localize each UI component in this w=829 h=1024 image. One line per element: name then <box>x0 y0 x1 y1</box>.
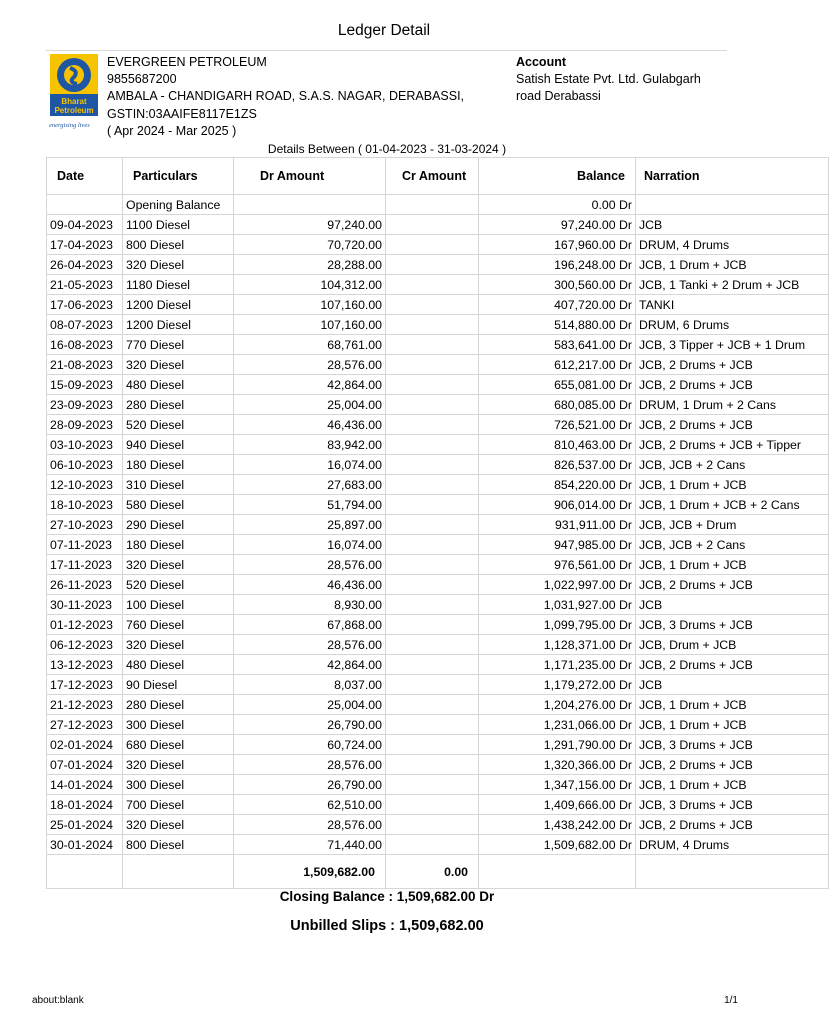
table-row <box>47 335 829 355</box>
cell-dr: 26,790.00 <box>234 775 386 795</box>
table-row <box>47 435 829 455</box>
table-row <box>47 395 829 415</box>
cell-cr <box>386 215 479 235</box>
cell-balance: 1,509,682.00 Dr <box>479 835 636 855</box>
table-row <box>47 415 829 435</box>
cell-balance: 947,985.00 Dr <box>479 535 636 555</box>
cell-narration: JCB, 1 Tanki + 2 Drum + JCB <box>636 275 829 295</box>
cell-cr <box>386 255 479 275</box>
cell-narration: JCB, 3 Drums + JCB <box>636 615 829 635</box>
cell-cr <box>386 495 479 515</box>
cell-balance: 97,240.00 Dr <box>479 215 636 235</box>
cell-particulars: 700 Diesel <box>123 795 234 815</box>
cell-dr: 68,761.00 <box>234 335 386 355</box>
header-date: Date <box>47 158 123 195</box>
total-blank <box>47 855 123 889</box>
cell-narration: JCB, 2 Drums + JCB <box>636 375 829 395</box>
table-row <box>47 475 829 495</box>
table-row <box>47 455 829 475</box>
closing-balance: Closing Balance : 1,509,682.00 Dr <box>279 889 495 904</box>
cell-dr: 104,312.00 <box>234 275 386 295</box>
cell-narration: JCB, 1 Drum + JCB <box>636 255 829 275</box>
cell-cr <box>386 575 479 595</box>
account-block <box>516 54 726 106</box>
cell-balance: 612,217.00 Dr <box>479 355 636 375</box>
cell-particulars: 1200 Diesel <box>123 295 234 315</box>
cell-particulars: 1200 Diesel <box>123 315 234 335</box>
cell-balance: 810,463.00 Dr <box>479 435 636 455</box>
unbilled-slips: Unbilled Slips : 1,509,682.00 <box>290 918 484 934</box>
table-row <box>47 375 829 395</box>
cell-balance: 1,204,276.00 Dr <box>479 695 636 715</box>
cell-dr: 46,436.00 <box>234 415 386 435</box>
cell-particulars: 800 Diesel <box>123 835 234 855</box>
cell-particulars: 320 Diesel <box>123 815 234 835</box>
table-row <box>47 815 829 835</box>
cell-date: 06-10-2023 <box>47 455 123 475</box>
company-block <box>107 54 464 140</box>
total-blank <box>479 855 636 889</box>
company-phone: 9855687200 <box>107 72 177 87</box>
cell-particulars: 1100 Diesel <box>123 215 234 235</box>
table-row <box>47 835 829 855</box>
cell-date: 17-04-2023 <box>47 235 123 255</box>
cell-narration: TANKI <box>636 295 829 315</box>
cell-dr: 25,897.00 <box>234 515 386 535</box>
cell-balance: 854,220.00 Dr <box>479 475 636 495</box>
cell-dr: 97,240.00 <box>234 215 386 235</box>
cell-date: 27-12-2023 <box>47 715 123 735</box>
cell-balance: 826,537.00 Dr <box>479 455 636 475</box>
cell-balance: 1,231,066.00 Dr <box>479 715 636 735</box>
cell-particulars: Opening Balance <box>123 195 234 215</box>
cell-cr <box>386 635 479 655</box>
total-blank <box>636 855 829 889</box>
cell-dr: 16,074.00 <box>234 535 386 555</box>
cell-narration: JCB, 1 Drum + JCB <box>636 475 829 495</box>
cell-balance: 726,521.00 Dr <box>479 415 636 435</box>
cell-date: 30-11-2023 <box>47 595 123 615</box>
cell-narration: JCB, 2 Drums + JCB <box>636 755 829 775</box>
header-narration: Narration <box>636 158 829 195</box>
cell-narration: JCB, 2 Drums + JCB <box>636 815 829 835</box>
cell-cr <box>386 335 479 355</box>
cell-narration: JCB, JCB + 2 Cans <box>636 455 829 475</box>
table-row <box>47 495 829 515</box>
cell-date: 07-01-2024 <box>47 755 123 775</box>
cell-cr <box>386 475 479 495</box>
cell-cr <box>386 775 479 795</box>
cell-balance: 167,960.00 Dr <box>479 235 636 255</box>
table-row <box>47 255 829 275</box>
total-cr-amount: 0.00 <box>386 855 479 889</box>
cell-narration: JCB, 2 Drums + JCB + Tipper <box>636 435 829 455</box>
cell-cr <box>386 435 479 455</box>
cell-cr <box>386 455 479 475</box>
cell-narration: JCB, JCB + 2 Cans <box>636 535 829 555</box>
cell-balance: 1,031,927.00 Dr <box>479 595 636 615</box>
cell-dr: 28,576.00 <box>234 355 386 375</box>
cell-cr <box>386 535 479 555</box>
cell-particulars: 300 Diesel <box>123 775 234 795</box>
company-address: AMBALA - CHANDIGARH ROAD, S.A.S. NAGAR, DERABASSI, <box>107 89 465 104</box>
cell-dr: 60,724.00 <box>234 735 386 755</box>
cell-date: 17-12-2023 <box>47 675 123 695</box>
cell-cr <box>386 795 479 815</box>
table-header-row <box>47 158 829 195</box>
cell-narration: JCB, 1 Drum + JCB <box>636 695 829 715</box>
cell-date: 14-01-2024 <box>47 775 123 795</box>
cell-narration: JCB, 1 Drum + JCB <box>636 715 829 735</box>
cell-cr <box>386 675 479 695</box>
cell-cr <box>386 375 479 395</box>
cell-balance: 906,014.00 Dr <box>479 495 636 515</box>
cell-balance: 655,081.00 Dr <box>479 375 636 395</box>
cell-dr: 67,868.00 <box>234 615 386 635</box>
cell-cr <box>386 395 479 415</box>
cell-date: 21-05-2023 <box>47 275 123 295</box>
cell-particulars: 320 Diesel <box>123 355 234 375</box>
cell-date: 13-12-2023 <box>47 655 123 675</box>
cell-balance: 196,248.00 Dr <box>479 255 636 275</box>
cell-narration: JCB, 2 Drums + JCB <box>636 655 829 675</box>
cell-date: 26-04-2023 <box>47 255 123 275</box>
cell-particulars: 300 Diesel <box>123 715 234 735</box>
cell-cr <box>386 355 479 375</box>
table-row <box>47 355 829 375</box>
cell-particulars: 320 Diesel <box>123 635 234 655</box>
cell-cr <box>386 815 479 835</box>
cell-particulars: 800 Diesel <box>123 235 234 255</box>
cell-particulars: 290 Diesel <box>123 515 234 535</box>
cell-narration: JCB, 2 Drums + JCB <box>636 355 829 375</box>
cell-date <box>47 195 123 215</box>
cell-dr: 8,037.00 <box>234 675 386 695</box>
cell-dr: 8,930.00 <box>234 595 386 615</box>
cell-cr <box>386 515 479 535</box>
logo-line1: Bharat <box>61 97 87 106</box>
cell-cr <box>386 735 479 755</box>
cell-dr <box>234 195 386 215</box>
cell-narration: JCB, 1 Drum + JCB <box>636 555 829 575</box>
cell-date: 08-07-2023 <box>47 315 123 335</box>
cell-particulars: 100 Diesel <box>123 595 234 615</box>
cell-narration: DRUM, 1 Drum + 2 Cans <box>636 395 829 415</box>
cell-date: 12-10-2023 <box>47 475 123 495</box>
cell-dr: 70,720.00 <box>234 235 386 255</box>
cell-cr <box>386 275 479 295</box>
cell-cr <box>386 295 479 315</box>
cell-date: 02-01-2024 <box>47 735 123 755</box>
cell-date: 23-09-2023 <box>47 395 123 415</box>
header-balance: Balance <box>479 158 636 195</box>
cell-date: 06-12-2023 <box>47 635 123 655</box>
cell-cr <box>386 595 479 615</box>
cell-cr <box>386 755 479 775</box>
cell-dr: 71,440.00 <box>234 835 386 855</box>
account-label: Account <box>516 55 566 69</box>
cell-date: 21-08-2023 <box>47 355 123 375</box>
cell-dr: 28,576.00 <box>234 635 386 655</box>
cell-cr <box>386 235 479 255</box>
cell-narration: JCB, Drum + JCB <box>636 635 829 655</box>
table-row <box>47 615 829 635</box>
cell-particulars: 580 Diesel <box>123 495 234 515</box>
cell-cr <box>386 655 479 675</box>
cell-balance: 1,022,997.00 Dr <box>479 575 636 595</box>
cell-dr: 16,074.00 <box>234 455 386 475</box>
cell-particulars: 180 Diesel <box>123 535 234 555</box>
table-row <box>47 575 829 595</box>
cell-narration: JCB <box>636 675 829 695</box>
cell-date: 17-11-2023 <box>47 555 123 575</box>
table-row <box>47 755 829 775</box>
header-particulars: Particulars <box>123 158 234 195</box>
company-gstin: GSTIN:03AAIFE8117E1ZS <box>107 106 257 121</box>
cell-date: 18-10-2023 <box>47 495 123 515</box>
cell-balance: 583,641.00 Dr <box>479 335 636 355</box>
cell-cr <box>386 695 479 715</box>
cell-dr: 42,864.00 <box>234 375 386 395</box>
cell-cr <box>386 715 479 735</box>
table-row <box>47 715 829 735</box>
cell-date: 17-06-2023 <box>47 295 123 315</box>
cell-dr: 46,436.00 <box>234 575 386 595</box>
cell-date: 25-01-2024 <box>47 815 123 835</box>
cell-dr: 42,864.00 <box>234 655 386 675</box>
cell-narration <box>636 195 829 215</box>
cell-dr: 28,576.00 <box>234 815 386 835</box>
cell-date: 09-04-2023 <box>47 215 123 235</box>
cell-narration: JCB, JCB + Drum <box>636 515 829 535</box>
cell-balance: 1,409,666.00 Dr <box>479 795 636 815</box>
table-row <box>47 515 829 535</box>
cell-dr: 25,004.00 <box>234 395 386 415</box>
cell-balance: 931,911.00 Dr <box>479 515 636 535</box>
company-period: ( Apr 2024 - Mar 2025 ) <box>107 123 237 138</box>
cell-cr <box>386 415 479 435</box>
cell-dr: 28,576.00 <box>234 555 386 575</box>
cell-date: 26-11-2023 <box>47 575 123 595</box>
cell-dr: 27,683.00 <box>234 475 386 495</box>
table-row <box>47 535 829 555</box>
cell-narration: JCB, 3 Drums + JCB <box>636 795 829 815</box>
cell-narration: JCB, 3 Drums + JCB <box>636 735 829 755</box>
cell-dr: 83,942.00 <box>234 435 386 455</box>
company-name: EVERGREEN PETROLEUM <box>107 55 267 69</box>
cell-date: 21-12-2023 <box>47 695 123 715</box>
cell-dr: 28,576.00 <box>234 755 386 775</box>
cell-particulars: 280 Diesel <box>123 395 234 415</box>
cell-balance: 1,171,235.00 Dr <box>479 655 636 675</box>
cell-particulars: 320 Diesel <box>123 555 234 575</box>
footer-page-number: 1/1 <box>724 995 738 1006</box>
footer-url: about:blank <box>32 995 84 1006</box>
table-row <box>47 215 829 235</box>
cell-balance: 680,085.00 Dr <box>479 395 636 415</box>
table-row <box>47 735 829 755</box>
cell-dr: 51,794.00 <box>234 495 386 515</box>
opening-balance-row <box>47 195 829 215</box>
cell-dr: 107,160.00 <box>234 315 386 335</box>
cell-narration: JCB, 1 Drum + JCB <box>636 775 829 795</box>
cell-narration: JCB <box>636 215 829 235</box>
cell-particulars: 310 Diesel <box>123 475 234 495</box>
cell-cr <box>386 615 479 635</box>
cell-narration: JCB, 1 Drum + JCB + 2 Cans <box>636 495 829 515</box>
table-row <box>47 775 829 795</box>
table-row <box>47 635 829 655</box>
cell-particulars: 940 Diesel <box>123 435 234 455</box>
cell-particulars: 180 Diesel <box>123 455 234 475</box>
table-row <box>47 655 829 675</box>
cell-cr <box>386 835 479 855</box>
cell-particulars: 320 Diesel <box>123 255 234 275</box>
cell-balance: 976,561.00 Dr <box>479 555 636 575</box>
table-row <box>47 595 829 615</box>
cell-particulars: 770 Diesel <box>123 335 234 355</box>
table-row <box>47 235 829 255</box>
table-row <box>47 675 829 695</box>
cell-narration: JCB, 3 Tipper + JCB + 1 Drum <box>636 335 829 355</box>
total-blank <box>123 855 234 889</box>
cell-dr: 62,510.00 <box>234 795 386 815</box>
cell-date: 07-11-2023 <box>47 535 123 555</box>
cell-cr <box>386 555 479 575</box>
cell-date: 15-09-2023 <box>47 375 123 395</box>
cell-dr: 25,004.00 <box>234 695 386 715</box>
cell-particulars: 90 Diesel <box>123 675 234 695</box>
cell-balance: 1,291,790.00 Dr <box>479 735 636 755</box>
table-row <box>47 795 829 815</box>
cell-dr: 26,790.00 <box>234 715 386 735</box>
account-name: Satish Estate Pvt. Ltd. Gulabgarh road Derabassi <box>516 72 701 104</box>
cell-balance: 407,720.00 Dr <box>479 295 636 315</box>
cell-particulars: 760 Diesel <box>123 615 234 635</box>
cell-date: 28-09-2023 <box>47 415 123 435</box>
cell-balance: 1,128,371.00 Dr <box>479 635 636 655</box>
cell-narration: DRUM, 6 Drums <box>636 315 829 335</box>
cell-balance: 1,438,242.00 Dr <box>479 815 636 835</box>
table-row <box>47 315 829 335</box>
cell-date: 27-10-2023 <box>47 515 123 535</box>
cell-date: 30-01-2024 <box>47 835 123 855</box>
cell-date: 01-12-2023 <box>47 615 123 635</box>
ledger-table <box>46 157 829 889</box>
cell-date: 16-08-2023 <box>47 335 123 355</box>
totals-row <box>47 855 829 889</box>
table-row <box>47 295 829 315</box>
cell-particulars: 280 Diesel <box>123 695 234 715</box>
cell-particulars: 1180 Diesel <box>123 275 234 295</box>
table-row <box>47 275 829 295</box>
cell-balance: 1,179,272.00 Dr <box>479 675 636 695</box>
cell-particulars: 320 Diesel <box>123 755 234 775</box>
table-row <box>47 555 829 575</box>
cell-date: 18-01-2024 <box>47 795 123 815</box>
cell-particulars: 480 Diesel <box>123 375 234 395</box>
logo-line2: Petroleum <box>54 106 94 115</box>
cell-balance: 1,320,366.00 Dr <box>479 755 636 775</box>
cell-cr <box>386 315 479 335</box>
cell-particulars: 480 Diesel <box>123 655 234 675</box>
cell-narration: JCB <box>636 595 829 615</box>
details-between: Details Between ( 01-04-2023 - 31-03-2024 ) <box>267 142 507 156</box>
cell-particulars: 520 Diesel <box>123 575 234 595</box>
header-dr-amount: Dr Amount <box>234 158 386 195</box>
cell-balance: 0.00 Dr <box>479 195 636 215</box>
cell-particulars: 680 Diesel <box>123 735 234 755</box>
header-cr-amount: Cr Amount <box>386 158 479 195</box>
table-row <box>47 695 829 715</box>
logo-tagline: energising lives <box>49 122 90 129</box>
cell-narration: JCB, 2 Drums + JCB <box>636 415 829 435</box>
cell-date: 03-10-2023 <box>47 435 123 455</box>
cell-balance: 1,099,795.00 Dr <box>479 615 636 635</box>
total-dr-amount: 1,509,682.00 <box>234 855 386 889</box>
bharat-petroleum-logo <box>48 54 102 130</box>
cell-balance: 300,560.00 Dr <box>479 275 636 295</box>
cell-narration: JCB, 2 Drums + JCB <box>636 575 829 595</box>
cell-dr: 107,160.00 <box>234 295 386 315</box>
cell-narration: DRUM, 4 Drums <box>636 835 829 855</box>
cell-balance: 514,880.00 Dr <box>479 315 636 335</box>
cell-balance: 1,347,156.00 Dr <box>479 775 636 795</box>
page-title: Ledger Detail <box>337 22 431 39</box>
cell-narration: DRUM, 4 Drums <box>636 235 829 255</box>
cell-dr: 28,288.00 <box>234 255 386 275</box>
cell-cr <box>386 195 479 215</box>
cell-particulars: 520 Diesel <box>123 415 234 435</box>
